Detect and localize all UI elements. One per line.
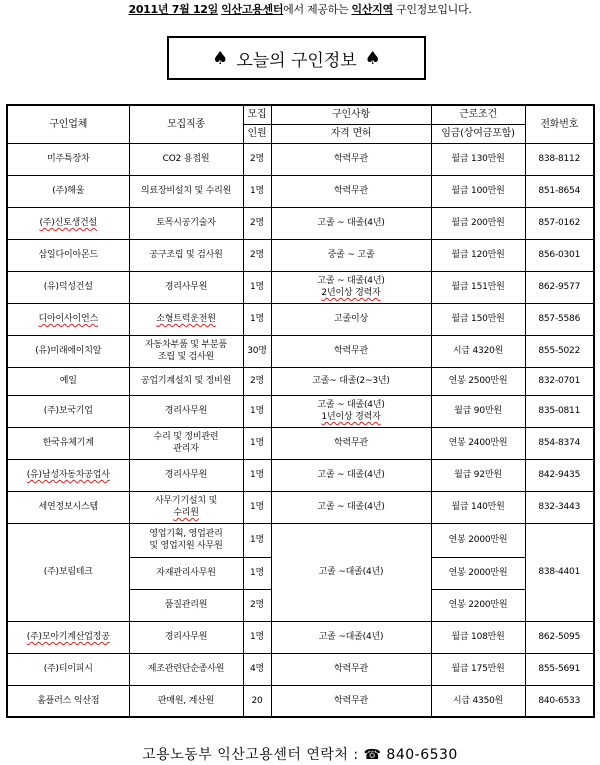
cell-requirements [271,271,431,303]
spade-icon: ♠ [364,47,381,69]
col-phone-header: 전화번호 [525,105,594,143]
cell-position: 의료장비설치 및 수리원 [129,175,243,207]
table-row [7,271,594,303]
cell-phone: 862-9577 [525,271,594,303]
cell-position: CO2 용접원 [129,143,243,175]
cell-requirements: 고졸 ~ 대졸(4년) [271,459,431,491]
cell-phone: 840-6533 [525,685,594,717]
cell-wage: 월급 140만원 [431,491,525,523]
cell-company: (주)해울 [7,175,129,207]
cell-requirements-line1: 고졸 ~ 대졸(4년) [317,400,385,410]
cell-position: 경리사무원 [129,395,243,427]
cell-company [7,303,129,335]
cell-company: (주)티이피시 [7,653,129,685]
cell-company-text: (주)모아기계산업정공 [26,632,110,642]
cell-company-text: 디아이사이언스 [38,314,98,324]
table-row [7,621,594,653]
cell-company: (유)미래에이치알 [7,335,129,367]
cell-position-line2: 수리원 [173,508,199,518]
cell-wage: 월급 151만원 [431,271,525,303]
cell-position-line1: 수리 및 정비관련 [153,432,219,442]
table-row [7,335,594,367]
cell-count: 30명 [243,335,271,367]
cell-position [129,303,243,335]
cell-count: 1명 [243,303,271,335]
cell-count: 1명 [243,621,271,653]
cell-company [7,207,129,239]
spade-icon: ♠ [212,47,229,69]
cell-requirements: 고졸 ~ 대졸(4년) [271,207,431,239]
table-row [7,207,594,239]
cell-requirements: 고졸 ~대졸(4년) [271,523,431,621]
cell-position-line2: 관리자 [173,444,199,454]
table-row [7,239,594,271]
cell-count: 1명 [243,271,271,303]
cell-position: 토목시공기술자 [129,207,243,239]
header-mid: 에서 제공하는 [283,3,349,16]
cell-wage: 연봉 2500만원 [431,367,525,395]
table-row [7,491,594,523]
cell-requirements: 고졸~ 대졸(2~3년) [271,367,431,395]
cell-requirements-line1: 고졸 ~ 대졸(4년) [317,276,385,286]
cell-wage: 월급 92만원 [431,459,525,491]
table-row [7,175,594,207]
cell-count: 2명 [243,207,271,239]
job-table [6,104,595,718]
cell-phone: 855-5022 [525,335,594,367]
cell-position: 자재관리사무원 [129,557,243,589]
cell-count: 1명 [243,427,271,459]
header-region: 익산지역 [351,3,393,16]
cell-phone: 862-5095 [525,621,594,653]
cell-position: 공업기계설치 및 정비원 [129,367,243,395]
cell-requirements: 학력무관 [271,427,431,459]
cell-company: 삼일다이아몬드 [7,239,129,271]
table-row [7,427,594,459]
cell-wage: 월급 120만원 [431,239,525,271]
cell-requirements-line2: 1년이상 경력자 [321,412,381,422]
cell-company: 예일 [7,367,129,395]
cell-wage: 월급 100만원 [431,175,525,207]
cell-count: 2명 [243,143,271,175]
cell-company: 한국유체기계 [7,427,129,459]
cell-company: 홈플러스 익산점 [7,685,129,717]
cell-company: 세연정보시스템 [7,491,129,523]
cell-count: 20 [243,685,271,717]
cell-position: 경리사무원 [129,271,243,303]
cell-position: 제조관련단순종사원 [129,653,243,685]
cell-position-line1: 영업기획, 영업관리 [149,529,223,539]
cell-position: 경리사무원 [129,621,243,653]
cell-position: 경리사무원 [129,459,243,491]
table-header-row [7,105,594,124]
cell-phone: 832-3443 [525,491,594,523]
page-title [167,36,426,80]
table-row [7,523,594,557]
cell-count: 1명 [243,557,271,589]
cell-wage: 월급 130만원 [431,143,525,175]
cell-phone: 857-5586 [525,303,594,335]
cell-requirements: 학력무관 [271,653,431,685]
cell-company [7,459,129,491]
cell-count: 2명 [243,239,271,271]
cell-company: (주)보국기업 [7,395,129,427]
cell-wage: 시급 4350원 [431,685,525,717]
cell-phone: 838-8112 [525,143,594,175]
cell-position [129,335,243,367]
cell-requirements: 학력무관 [271,175,431,207]
col-requirements-group-header: 구인사항 [271,105,431,124]
table-row [7,143,594,175]
footer-text: 고용노동부 익산고용센터 연락처 : [142,747,359,763]
footer-contact [0,744,600,764]
cell-company-text: (유)남성자동차공업사 [26,470,110,480]
header-date: 2011년 7월 12일 [128,3,218,16]
table-row [7,459,594,491]
cell-requirements: 고졸 ~대졸(4년) [271,621,431,653]
cell-count: 1명 [243,523,271,557]
cell-count: 1명 [243,491,271,523]
col-position-header: 모집직종 [129,105,243,143]
cell-position-line1: 사무기기설치 및 [154,496,218,506]
cell-position [129,427,243,459]
cell-count: 2명 [243,589,271,621]
header-tail: 구인정보입니다. [396,3,472,16]
cell-requirements: 고졸이상 [271,303,431,335]
col-recruit-header-bottom: 인원 [243,124,271,143]
cell-wage: 연봉 2200만원 [431,589,525,621]
cell-wage: 월급 150만원 [431,303,525,335]
cell-position-line2: 조립 및 검사원 [157,352,215,362]
footer-phone: 840-6530 [386,747,458,763]
cell-wage: 월급 90만원 [431,395,525,427]
cell-position-line2: 및 영업지원 사무원 [149,541,223,551]
cell-count: 1명 [243,175,271,207]
cell-wage: 연봉 2400만원 [431,427,525,459]
cell-count: 4명 [243,653,271,685]
telephone-icon: ☎ [363,747,382,763]
cell-position [129,491,243,523]
cell-requirements: 학력무관 [271,685,431,717]
cell-company: (유)덕성건설 [7,271,129,303]
cell-company [7,621,129,653]
col-wage-header: 임금(상여금포함) [431,124,525,143]
cell-company: (주)보림테크 [7,523,129,621]
cell-requirements: 학력무관 [271,143,431,175]
cell-position-line1: 자동차부품 및 부분품 [145,340,227,350]
cell-wage: 시급 4320원 [431,335,525,367]
cell-wage: 연봉 2000만원 [431,523,525,557]
cell-requirements-line2: 2년이상 경력자 [321,288,381,298]
cell-requirements [271,395,431,427]
col-conditions-group-header: 근로조건 [431,105,525,124]
cell-position: 품질관리원 [129,589,243,621]
cell-requirements: 고졸 ~ 대졸(4년) [271,491,431,523]
cell-phone: 856-0301 [525,239,594,271]
table-row [7,395,594,427]
col-company-header: 구인업체 [7,105,129,143]
table-row [7,653,594,685]
cell-phone: 838-4401 [525,523,594,621]
table-row [7,685,594,717]
cell-count: 1명 [243,459,271,491]
cell-requirements: 중졸 ~ 고졸 [271,239,431,271]
table-row [7,367,594,395]
cell-phone: 855-5691 [525,653,594,685]
cell-phone: 835-0811 [525,395,594,427]
cell-phone: 854-8374 [525,427,594,459]
header-line [0,1,600,17]
cell-phone: 832-0701 [525,367,594,395]
cell-position-text: 소형트럭운전원 [156,314,216,324]
cell-count: 1명 [243,395,271,427]
cell-wage: 월급 200만원 [431,207,525,239]
cell-phone: 851-8654 [525,175,594,207]
cell-company: 미주특장차 [7,143,129,175]
cell-position: 판매원, 계산원 [129,685,243,717]
cell-count: 2명 [243,367,271,395]
table-row [7,303,594,335]
cell-phone: 842-9435 [525,459,594,491]
cell-wage: 월급 175만원 [431,653,525,685]
page-title-text: 오늘의 구인정보 [236,50,357,71]
cell-wage: 월급 108만원 [431,621,525,653]
cell-position [129,523,243,557]
col-requirements-header: 자격 면허 [271,124,431,143]
col-recruit-header-top: 모집 [243,105,271,124]
cell-wage: 연봉 2000만원 [431,557,525,589]
header-center: 익산고용센터 [221,3,284,16]
cell-position: 공구조립 및 검사원 [129,239,243,271]
cell-company-text: (주)신토생건설 [39,218,98,228]
cell-phone: 857-0162 [525,207,594,239]
cell-requirements: 학력무관 [271,335,431,367]
